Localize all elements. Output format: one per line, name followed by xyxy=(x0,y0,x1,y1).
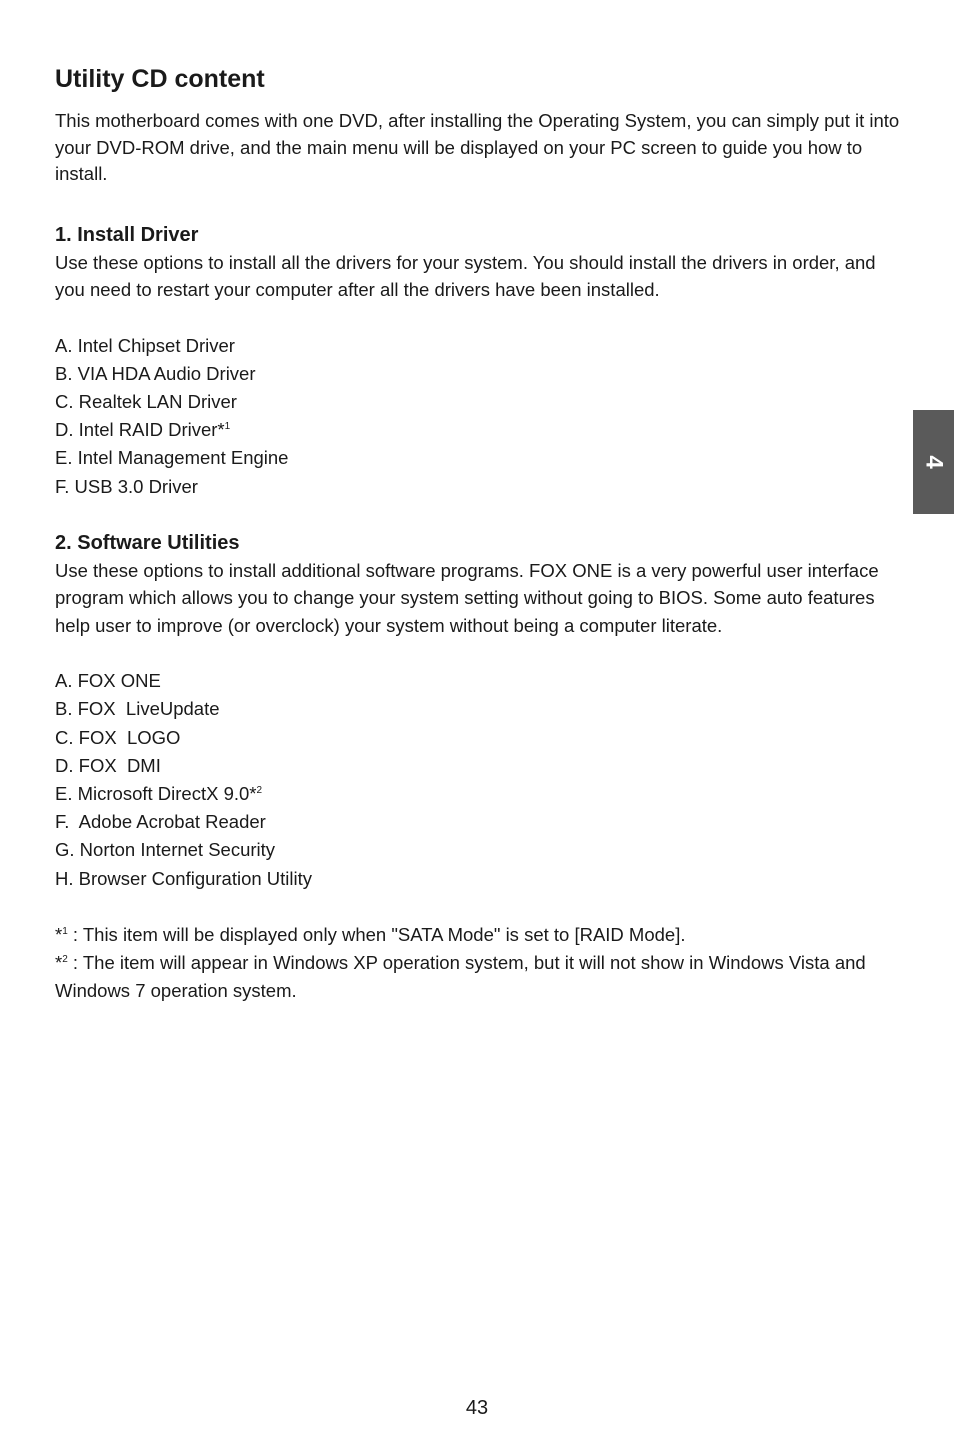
list-item-label: A. Intel Chipset Driver xyxy=(55,334,235,356)
list-item-label: D. FOX DMI xyxy=(55,754,161,776)
list-item xyxy=(55,332,900,360)
chapter-tab xyxy=(913,410,954,514)
footnote-marker: 1 xyxy=(224,420,231,432)
page-number: 43 xyxy=(465,1397,489,1419)
list-item-label: G. Norton Internet Security xyxy=(55,839,276,861)
list-item xyxy=(55,388,900,416)
list-item xyxy=(55,444,900,472)
chapter-number: 4 xyxy=(920,455,948,469)
list-item-label: E. Intel Management Engine xyxy=(55,447,289,469)
footnotes xyxy=(55,921,900,1005)
list-item xyxy=(55,752,900,780)
list-item xyxy=(55,808,900,836)
section-heading: 2. Software Utilities xyxy=(55,531,240,554)
list-item xyxy=(55,667,900,695)
section-text: Use these options to install all the drivers for your system. You should install the drivers in order, and you need to restart your computer after all the drivers have been installed. xyxy=(55,251,876,300)
list-item-label: D. Intel RAID Driver* xyxy=(55,419,225,441)
section-heading: 1. Install Driver xyxy=(55,223,199,246)
list-item xyxy=(55,473,900,501)
page-title: Utility CD content xyxy=(55,65,265,93)
document-page xyxy=(55,62,900,1005)
list-item xyxy=(55,865,900,893)
list-item-label: C. FOX LOGO xyxy=(55,726,181,748)
section-install-driver xyxy=(55,221,900,501)
list-item-label: B. FOX LiveUpdate xyxy=(55,698,220,720)
utility-list xyxy=(55,667,900,893)
intro-paragraph: This motherboard comes with one DVD, after installing the Operating System, you can simply put it into your DVD-ROM drive, and the main menu will be displayed on your PC screen to guide you how to install. xyxy=(55,110,900,184)
list-item xyxy=(55,360,900,388)
list-item-label: H. Browser Configuration Utility xyxy=(55,867,313,889)
list-item-label: A. FOX ONE xyxy=(55,670,161,692)
list-item-label: F. USB 3.0 Driver xyxy=(55,475,198,497)
footnote-1: *$^1$ : This item will be displayed only when "SATA Mode" is set to [RAID Mode]. xyxy=(55,923,686,945)
list-item xyxy=(55,724,900,752)
section-software-utilities xyxy=(55,529,900,893)
list-item-label: B. VIA HDA Audio Driver xyxy=(55,362,256,384)
list-item xyxy=(55,416,900,444)
footnote-2: *$^2$ : The item will appear in Windows XP operation system, but it will not show in Windows Vista and Windows 7 operation system. xyxy=(55,951,866,1001)
footnote-marker: 2 xyxy=(256,784,263,796)
section-text: Use these options to install additional software programs. FOX ONE is a very powerful user interface program which allows you to change your system setting without going to BIOS. Some auto features help user to improve (or overclock) your system without being a computer literate. xyxy=(55,559,879,636)
list-item xyxy=(55,780,900,808)
list-item-label: E. Microsoft DirectX 9.0* xyxy=(55,783,257,805)
list-item xyxy=(55,695,900,723)
driver-list xyxy=(55,332,900,501)
list-item-label: C. Realtek LAN Driver xyxy=(55,390,237,412)
list-item xyxy=(55,836,900,864)
list-item-label: F. Adobe Acrobat Reader xyxy=(55,811,266,833)
